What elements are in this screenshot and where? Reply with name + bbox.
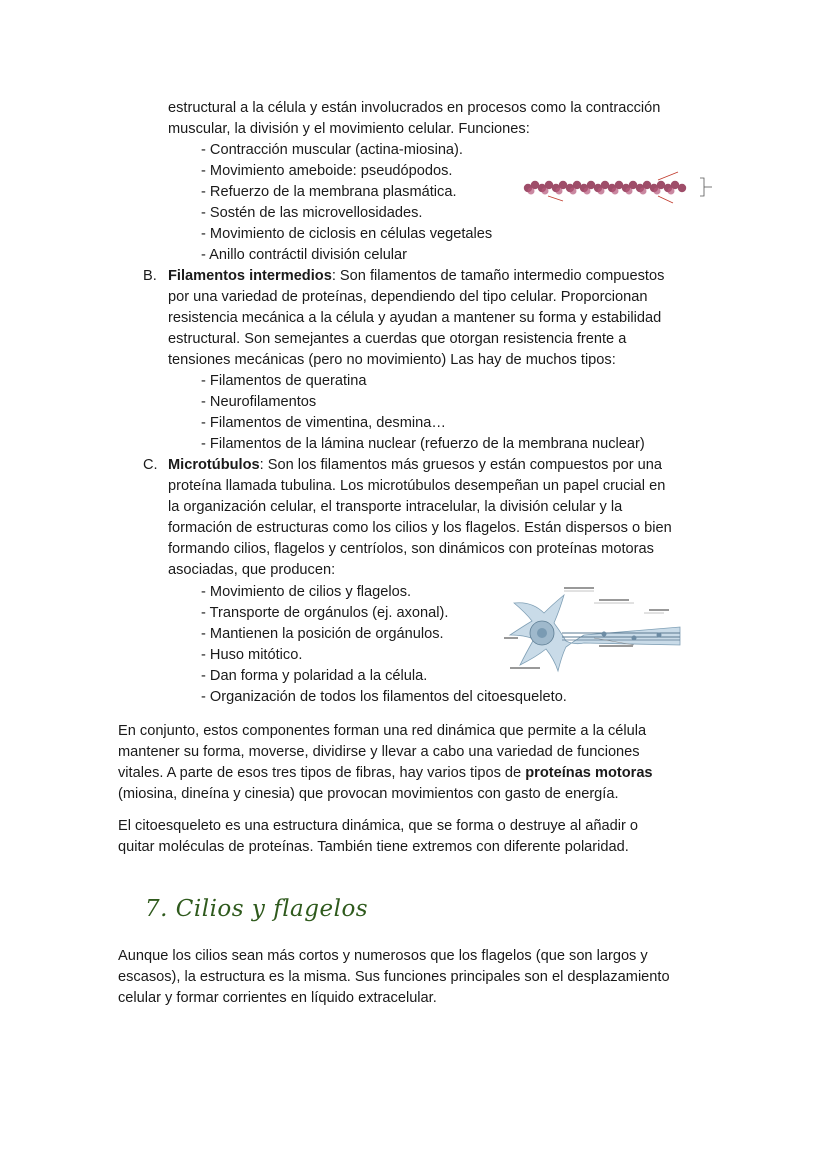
actin-function-item: - Contracción muscular (actina-miosina).: [201, 142, 463, 158]
actin-function-item: - Movimiento de ciclosis en células vegetales: [201, 226, 493, 242]
actin-function-item: - Refuerzo de la membrana plasmática.: [201, 184, 457, 200]
microtubules-function-item: - Transporte de orgánulos (ej. axonal).: [201, 605, 449, 621]
summary-line: En conjunto, estos componentes forman una red dinámica que permite a la célula: [118, 723, 647, 739]
intermediate-line: tensiones mecánicas (pero no movimiento) Las hay de muchos tipos:: [168, 352, 616, 368]
intermediate-line: resistencia mecánica a la célula y ayudan a mantener su forma y estabilidad: [168, 310, 662, 326]
microtubules-function-item: - Organización de todos los filamentos del citoesqueleto.: [201, 689, 567, 705]
summary-line-3-start: vitales. A parte de esos tres tipos de fibras, hay varios tipos de: [118, 765, 526, 781]
microtubules-first-line-rest: : Son los filamentos más gruesos y están compuestos por una: [259, 457, 662, 473]
microtubules-line: formando cilios, flagelos y centríolos, son dinámicos con proteínas motoras: [168, 541, 654, 557]
microtubules-first-line: [168, 455, 662, 476]
dynamic-line: El citoesqueleto es una estructura dinámica, que se forma o destruye al añadir o: [118, 818, 638, 834]
list-letter-b: B.: [143, 268, 157, 284]
actin-intro-line-2: muscular, la división y el movimiento celular. Funciones:: [168, 121, 530, 137]
microtubules-function-item: - Dan forma y polaridad a la célula.: [201, 668, 428, 684]
intermediate-type-item: - Filamentos de la lámina nuclear (refuerzo de la membrana nuclear): [201, 436, 645, 452]
section7-line: Aunque los cilios sean más cortos y numerosos que los flagelos (que son largos y: [118, 948, 648, 964]
summary-line: mantener su forma, moverse, dividirse y llevar a cabo una variedad de funciones: [118, 744, 640, 760]
actin-function-item: - Sostén de las microvellosidades.: [201, 205, 423, 221]
section-heading: 7. Cilios y flagelos: [145, 896, 369, 922]
actin-function-item: - Movimiento ameboide: pseudópodos.: [201, 163, 453, 179]
intermediate-title: Filamentos intermedios: [168, 268, 332, 284]
summary-line-3: [118, 763, 653, 784]
intermediate-type-item: - Neurofilamentos: [201, 394, 317, 410]
microtubules-function-item: - Movimiento de cilios y flagelos.: [201, 584, 412, 600]
actin-intro-line-1: estructural a la célula y están involucrados en procesos como la contracción: [168, 100, 661, 116]
motor-proteins-term: proteínas motoras: [525, 765, 653, 781]
intermediate-first-line-rest: : Son filamentos de tamaño intermedio compuestos: [331, 268, 665, 284]
microtubules-function-item: - Mantienen la posición de orgánulos.: [201, 626, 444, 642]
intermediate-type-item: - Filamentos de vimentina, desmina…: [201, 415, 446, 431]
summary-line: (miosina, dineína y cinesia) que provocan movimientos con gasto de energía.: [118, 786, 619, 802]
actin-filament-figure: [518, 168, 730, 208]
intermediate-line: por una variedad de proteínas, dependiendo del tipo celular. Proporcionan: [168, 289, 648, 305]
microtubules-line: formación de estructuras como los cilios y los flagelos. Están dispersos o bien: [168, 520, 672, 536]
actin-function-item: - Anillo contráctil división celular: [201, 247, 408, 263]
microtubules-line: proteína llamada tubulina. Los microtúbulos desempeñan un papel crucial en: [168, 478, 666, 494]
list-letter-c: C.: [143, 457, 158, 473]
microtubules-function-item: - Huso mitótico.: [201, 647, 303, 663]
intermediate-line: estructural. Son semejantes a cuerdas que otorgan resistencia frente a: [168, 331, 627, 347]
section7-line: escasos), la estructura es la misma. Sus funciones principales son el desplazamiento: [118, 969, 670, 985]
neuron-microtubule-figure: [504, 583, 688, 677]
section7-line: celular y formar corrientes en líquido extracelular.: [118, 990, 437, 1006]
microtubules-line: la organización celular, el transporte intracelular, la división celular y la: [168, 499, 623, 515]
intermediate-first-line: [168, 266, 664, 287]
intermediate-type-item: - Filamentos de queratina: [201, 373, 367, 389]
microtubules-title: Microtúbulos: [168, 457, 260, 473]
dynamic-line: quitar moléculas de proteínas. También tiene extremos con diferente polaridad.: [118, 839, 629, 855]
microtubules-line: asociadas, que producen:: [168, 562, 336, 578]
